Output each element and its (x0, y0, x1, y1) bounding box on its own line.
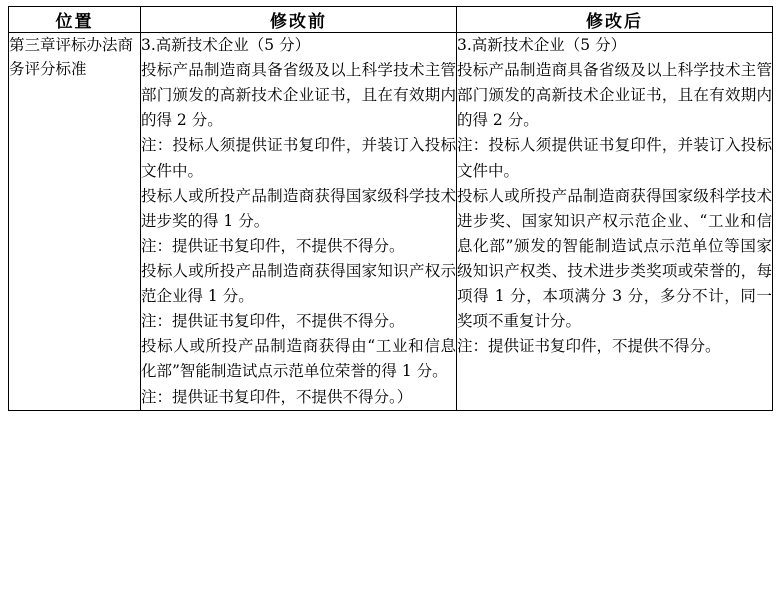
cell-before (141, 33, 457, 411)
before-paragraph: 投标人或所投产品制造商获得国家知识产权示范企业得 1 分。 (141, 261, 456, 306)
column-header-after: 修改后 (457, 7, 773, 33)
before-paragraph: 投标人或所投产品制造商获得国家级科学技术进步奖的得 1 分。 (141, 186, 456, 230)
before-paragraph: 注：投标人须提供证书复印件，并装订入投标文件中。 (141, 136, 456, 180)
after-paragraph: 投标产品制造商具备省级及以上科学技术主管部门颁发的高新技术企业证书，且在有效期内的得 2 分。 (457, 61, 772, 130)
before-paragraph: 投标产品制造商具备省级及以上科学技术主管部门颁发的高新技术企业证书，且在有效期内的得 2 分。 (141, 61, 456, 130)
after-paragraph: 3.高新技术企业（5 分） (457, 36, 627, 54)
before-paragraph: 3.高新技术企业（5 分） (141, 36, 311, 54)
before-paragraph: 注：提供证书复印件，不提供不得分。） (141, 387, 413, 406)
after-paragraph: 注：投标人须提供证书复印件，并装订入投标文件中。 (457, 136, 772, 180)
column-header-before: 修改前 (141, 7, 457, 33)
cell-position (9, 33, 141, 411)
position-text: 第三章评标办法商务评分标准 (9, 36, 134, 79)
comparison-table (8, 6, 773, 411)
table-header-row (9, 7, 773, 33)
column-header-position: 位置 (9, 7, 141, 33)
after-paragraph: 注：提供证书复印件，不提供不得分。 (457, 337, 721, 356)
before-paragraph: 投标人或所投产品制造商获得由“工业和信息化部”智能制造试点示范单位荣誉的得 1 分。 (141, 337, 456, 381)
cell-after (457, 33, 773, 411)
before-paragraph: 注：提供证书复印件，不提供不得分。 (141, 236, 405, 255)
table-row (9, 33, 773, 411)
after-paragraph: 投标人或所投产品制造商获得国家级科学技术进步奖、国家知识产权示范企业、“工业和信息化部”颁发的智能制造试点示范单位等国家级知识产权类、技术进步类奖项或荣誉的，每项得 1 分，本项满分 3 分，多分不计，同一奖项不重复计分。 (457, 186, 772, 331)
before-paragraph: 注：提供证书复印件，不提供不得分。 (141, 312, 405, 331)
